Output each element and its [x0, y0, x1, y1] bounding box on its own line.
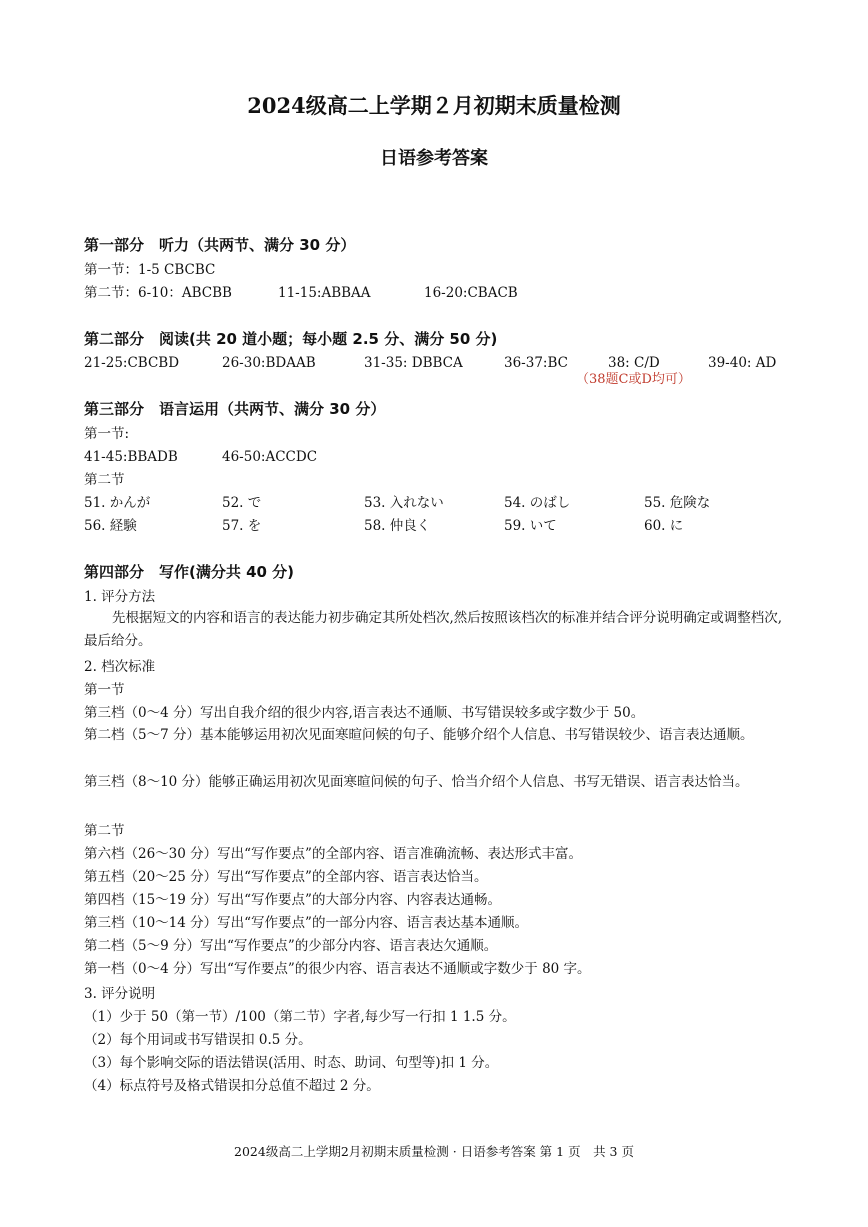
- criteria-section2-line: 第一档（0～4 分）写出“写作要点”的很少内容、语言表达不通顺或字数少于 80 字。: [84, 961, 591, 977]
- criteria-section1-line: 第三档（0～4 分）写出自我介绍的很少内容,语言表达不通顺、书写错误较多或字数少于 50。: [84, 705, 645, 721]
- criteria-section1-line: 第三档（8～10 分）能够正确运用初次见面寒暄问候的句子、恰当介绍个人信息、书写无错误、语言表达恰当。: [84, 774, 749, 790]
- criteria-section2-line: 第四档（15～19 分）写出“写作要点”的大部分内容、内容表达通畅。: [84, 892, 501, 908]
- criteria-section2-line: 第六档（26～30 分）写出“写作要点”的全部内容、语言准确流畅、表达形式丰富。: [84, 846, 582, 862]
- answer-56: 56. 経験: [84, 518, 137, 534]
- note-item: （4）标点符号及格式错误扣分总值不超过 2 分。: [84, 1078, 380, 1094]
- part2-note: （38题C或D均可）: [576, 372, 691, 387]
- part2-answers-f: 39-40: AD: [708, 355, 777, 371]
- part2-answers-c: 31-35: DBBCA: [364, 355, 463, 371]
- answer-58: 58. 仲良く: [364, 518, 431, 534]
- criteria-section1-label: 第一节: [84, 682, 125, 698]
- part2-answers-d: 36-37:BC: [504, 355, 568, 371]
- answer-53: 53. 入れない: [364, 495, 444, 511]
- part1-heading: 第一部分 听力（共两节、满分 30 分）: [84, 236, 356, 254]
- note-item: （1）少于 50（第一节）/100（第二节）字者,每少写一行扣 1 1.5 分。: [84, 1009, 516, 1025]
- criteria-section2-line: 第三档（10～14 分）写出“写作要点”的一部分内容、语言表达基本通顺。: [84, 915, 528, 931]
- criteria-section2-line: 第五档（20～25 分）写出“写作要点”的全部内容、语言表达恰当。: [84, 869, 488, 885]
- answer-51: 51. かんが: [84, 495, 151, 511]
- notes-heading: 3. 评分说明: [84, 986, 156, 1002]
- part1-section1: 第一节：1-5 CBCBC: [84, 262, 216, 278]
- answer-59: 59. いて: [504, 518, 557, 534]
- part2-heading: 第二部分 阅读(共 20 道小题；每小题 2.5 分、满分 50 分): [84, 330, 498, 348]
- method-text: 先根据短文的内容和语言的表达能力初步确定其所处档次,然后按照该档次的标准并结合评分说明确定或调整档次,最后给分。: [84, 610, 783, 649]
- part4-heading: 第四部分 写作(满分共 40 分): [84, 563, 295, 581]
- note-item: （3）每个影响交际的语法错误(活用、时态、助词、句型等)扣 1 分。: [84, 1055, 499, 1071]
- answer-54: 54. のばし: [504, 495, 571, 511]
- page-subtitle: 日语参考答案: [380, 148, 488, 169]
- part3-section1-a: 41-45:BBADB: [84, 449, 178, 465]
- part3-section1-b: 46-50:ACCDC: [222, 449, 318, 465]
- criteria-section1-line: 第二档（5～7 分）基本能够运用初次见面寒暄问候的句子、能够介绍个人信息、书写错误较少、语言表达通顺。: [84, 727, 754, 743]
- criteria-heading: 2. 档次标准: [84, 659, 156, 675]
- part2-answers-e: 38: C/D: [608, 355, 660, 371]
- answer-52: 52. で: [222, 495, 262, 511]
- page-title: 2024级高二上学期２月初期末质量检测: [247, 93, 621, 118]
- part3-section1-label: 第一节:: [84, 426, 130, 442]
- criteria-section2-label: 第二节: [84, 823, 125, 839]
- part3-section2-label: 第二节: [84, 472, 125, 488]
- criteria-section2-line: 第二档（5～9 分）写出“写作要点”的少部分内容、语言表达欠通顺。: [84, 938, 498, 954]
- part1-section2-b: 11-15:ABBAA: [278, 285, 371, 301]
- answer-55: 55. 危険な: [644, 495, 711, 511]
- part2-answers-a: 21-25:CBCBD: [84, 355, 180, 371]
- answer-60: 60. に: [644, 518, 684, 534]
- answer-57: 57. を: [222, 518, 262, 534]
- page-footer: 2024级高二上学期2月初期末质量检测 · 日语参考答案 第 1 页 共 3 页: [234, 1144, 634, 1159]
- part3-heading: 第三部分 语言运用（共两节、满分 30 分）: [84, 400, 386, 418]
- part1-section2-a: 第二节：6-10：ABCBB: [84, 285, 232, 301]
- part1-section2-c: 16-20:CBACB: [424, 285, 518, 301]
- part2-answers-b: 26-30:BDAAB: [222, 355, 316, 371]
- method-heading: 1. 评分方法: [84, 589, 156, 605]
- note-item: （2）每个用词或书写错误扣 0.5 分。: [84, 1032, 312, 1048]
